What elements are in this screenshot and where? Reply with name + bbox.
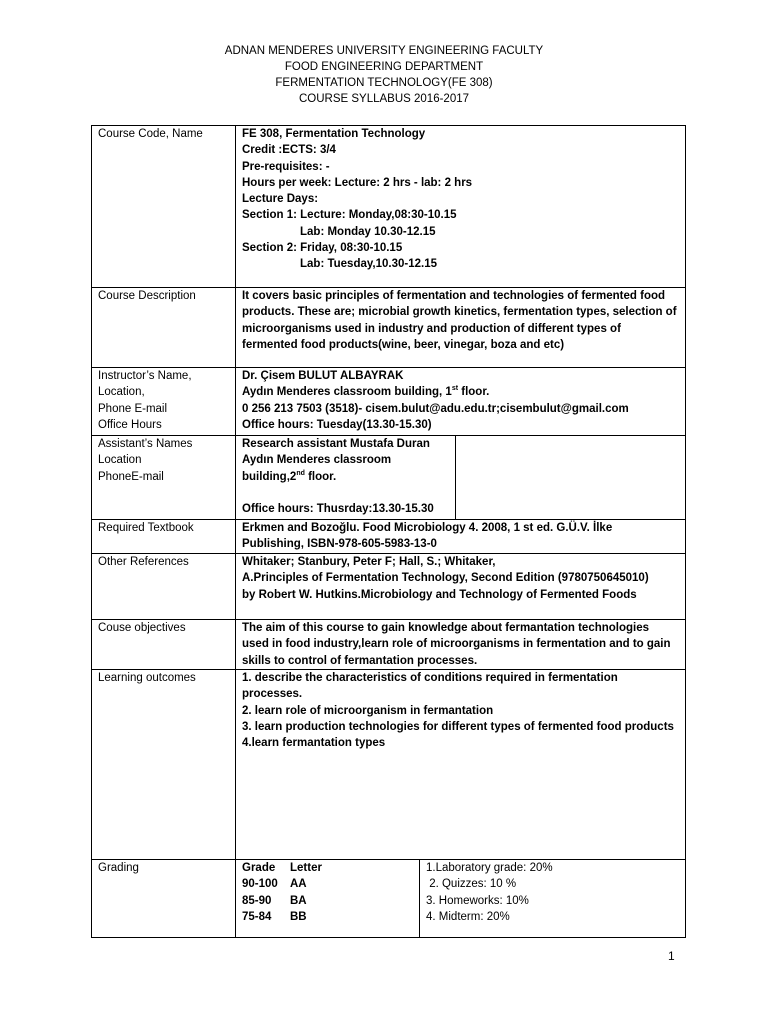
syllabus-table xyxy=(91,125,686,938)
objectives-text: The aim of this course to gain knowledge about fermantation technologies used in food industry,learn role of microorganisms in fermentation and to gain skills to control of fermantation processes. xyxy=(242,622,671,667)
instructor-location-sup: st xyxy=(451,385,459,393)
grade-range: 90-100 xyxy=(242,878,278,891)
section2-lab: Lab: Tuesday,10.30-12.15 xyxy=(300,258,438,271)
course-hours: Hours per week: Lecture: 2 hrs - lab: 2 hrs xyxy=(242,176,473,189)
course-credit: Credit :ECTS: 3/4 xyxy=(242,144,336,157)
assistant-spacer xyxy=(242,485,449,501)
row-description xyxy=(92,288,686,368)
grade-row xyxy=(242,909,413,925)
value-textbook xyxy=(236,520,686,554)
course-prereq: Pre-requisites: - xyxy=(242,160,330,173)
instructor-office-hours: Office hours: Tuesday(13.30-15.30) xyxy=(242,418,432,431)
label-assistant xyxy=(92,436,236,520)
grading-weight: 1.Laboratory grade: 20% xyxy=(426,862,553,874)
assistant-location-floor: floor. xyxy=(304,470,337,483)
label-objectives: Couse objectives xyxy=(92,620,236,670)
value-objectives xyxy=(236,620,686,670)
assistant-location-1: Aydın Menderes classroom xyxy=(242,454,392,467)
label-description: Course Description xyxy=(92,288,236,368)
reference-line-3: by Robert W. Hutkins.Microbiology and Technology of Fermented Foods xyxy=(242,588,637,601)
instructor-location-floor: floor. xyxy=(458,386,490,399)
outcome-item: 3. learn production technologies for different types of fermented food products xyxy=(242,720,674,733)
label-instructor-hours: Office Hours xyxy=(98,418,162,431)
grade-letter: AA xyxy=(290,878,307,891)
label-instructor-location: Location, xyxy=(98,386,145,399)
value-course-code xyxy=(236,126,686,288)
grade-row xyxy=(242,893,413,909)
label-course-code: Course Code, Name xyxy=(92,126,236,288)
label-instructor xyxy=(92,368,236,436)
assistant-location-text: building,2 xyxy=(242,470,297,483)
instructor-location xyxy=(242,384,679,400)
row-outcomes xyxy=(92,670,686,860)
document-header xyxy=(0,44,768,106)
assistant-location-2 xyxy=(242,469,449,485)
row-references xyxy=(92,554,686,620)
section1-lecture: Section 1: Lecture: Monday,08:30-10.15 xyxy=(242,209,457,222)
assistant-office-hours: Office hours: Thusrday:13.30-15.30 xyxy=(242,503,434,516)
row-assistant xyxy=(92,436,686,520)
outcome-item: 4.learn fermantation types xyxy=(242,737,386,750)
row-grading xyxy=(92,860,686,938)
label-assistant-phone: PhoneE-mail xyxy=(98,470,164,483)
label-assistant-name: Assistant’s Names xyxy=(98,438,193,450)
header-university: ADNAN MENDERES UNIVERSITY ENGINEERING FACULTY xyxy=(224,45,544,57)
grade-range: 75-84 xyxy=(242,910,272,923)
instructor-location-text: Aydın Menderes classroom building, 1 xyxy=(242,386,452,399)
instructor-contact: 0 256 213 7503 (3518)- cisem.bulut@adu.edu.tr;cisembulut@gmail.com xyxy=(242,402,629,415)
grading-scale xyxy=(236,860,420,938)
label-outcomes: Learning outcomes xyxy=(92,670,236,860)
lecture-days: Lecture Days: xyxy=(242,193,319,206)
header-syllabus: COURSE SYLLABUS 2016-2017 xyxy=(298,93,470,105)
row-objectives xyxy=(92,620,686,670)
instructor-name: Dr. Çisem BULUT ALBAYRAK xyxy=(242,370,404,382)
label-textbook: Required Textbook xyxy=(92,520,236,554)
description-text: It covers basic principles of fermentation and technologies of fermented food products. These are; microbial growth kinetics, fermentation types, selection of microorganisms used in industry and production of different types of fermented food products(wine, beer, vinegar, boza and etc) xyxy=(242,290,677,351)
label-references: Other References xyxy=(92,554,236,620)
row-course-code xyxy=(92,126,686,288)
label-grading: Grading xyxy=(92,860,236,938)
assistant-location-sup: nd xyxy=(296,469,305,477)
assistant-name: Research assistant Mustafa Duran xyxy=(242,438,430,450)
outcome-item: 2. learn role of microorganism in fermantation xyxy=(242,704,494,717)
grading-weight: 3. Homeworks: 10% xyxy=(426,894,529,907)
outcome-item: 1. describe the characteristics of conditions required in fermentation processes. xyxy=(242,672,618,701)
textbook-line-1: Erkmen and Bozoğlu. Food Microbiology 4. 2008, 1 st ed. G.Ü.V. İlke xyxy=(242,522,613,534)
grade-letter: BA xyxy=(290,894,307,907)
value-outcomes xyxy=(236,670,686,860)
value-description xyxy=(236,288,686,368)
reference-line-1: Whitaker; Stanbury, Peter F; Hall, S.; Whitaker, xyxy=(242,556,496,568)
grading-weight: 4. Midterm: 20% xyxy=(426,910,510,923)
value-assistant xyxy=(236,436,456,520)
reference-line-2: A.Principles of Fermentation Technology, Second Edition (9780750645010) xyxy=(242,572,649,585)
row-instructor xyxy=(92,368,686,436)
grade-row xyxy=(242,876,413,892)
assistant-empty-cell xyxy=(456,436,686,520)
label-assistant-location: Location xyxy=(98,454,142,467)
course-name: FE 308, Fermentation Technology xyxy=(242,128,426,140)
grading-weights xyxy=(420,860,686,938)
grade-range: 85-90 xyxy=(242,894,272,907)
section1-lab: Lab: Monday 10.30-12.15 xyxy=(300,225,436,238)
grade-letter: BB xyxy=(290,910,307,923)
label-instructor-phone: Phone E-mail xyxy=(98,402,168,415)
page-number: 1 xyxy=(668,949,675,963)
grade-letter: Letter xyxy=(290,862,322,874)
grade-range: Grade xyxy=(242,862,276,874)
value-references xyxy=(236,554,686,620)
grade-row xyxy=(242,860,413,876)
grading-weight: 2. Quizzes: 10 % xyxy=(426,878,517,891)
header-department: FOOD ENGINEERING DEPARTMENT xyxy=(284,61,484,73)
label-instructor-name: Instructor’s Name, xyxy=(98,370,192,382)
textbook-line-2: Publishing, ISBN-978-605-5983-13-0 xyxy=(242,538,437,551)
section2-lecture: Section 2: Friday, 08:30-10.15 xyxy=(242,242,403,255)
value-instructor xyxy=(236,368,686,436)
header-course: FERMENTATION TECHNOLOGY(FE 308) xyxy=(275,77,493,89)
row-textbook xyxy=(92,520,686,554)
